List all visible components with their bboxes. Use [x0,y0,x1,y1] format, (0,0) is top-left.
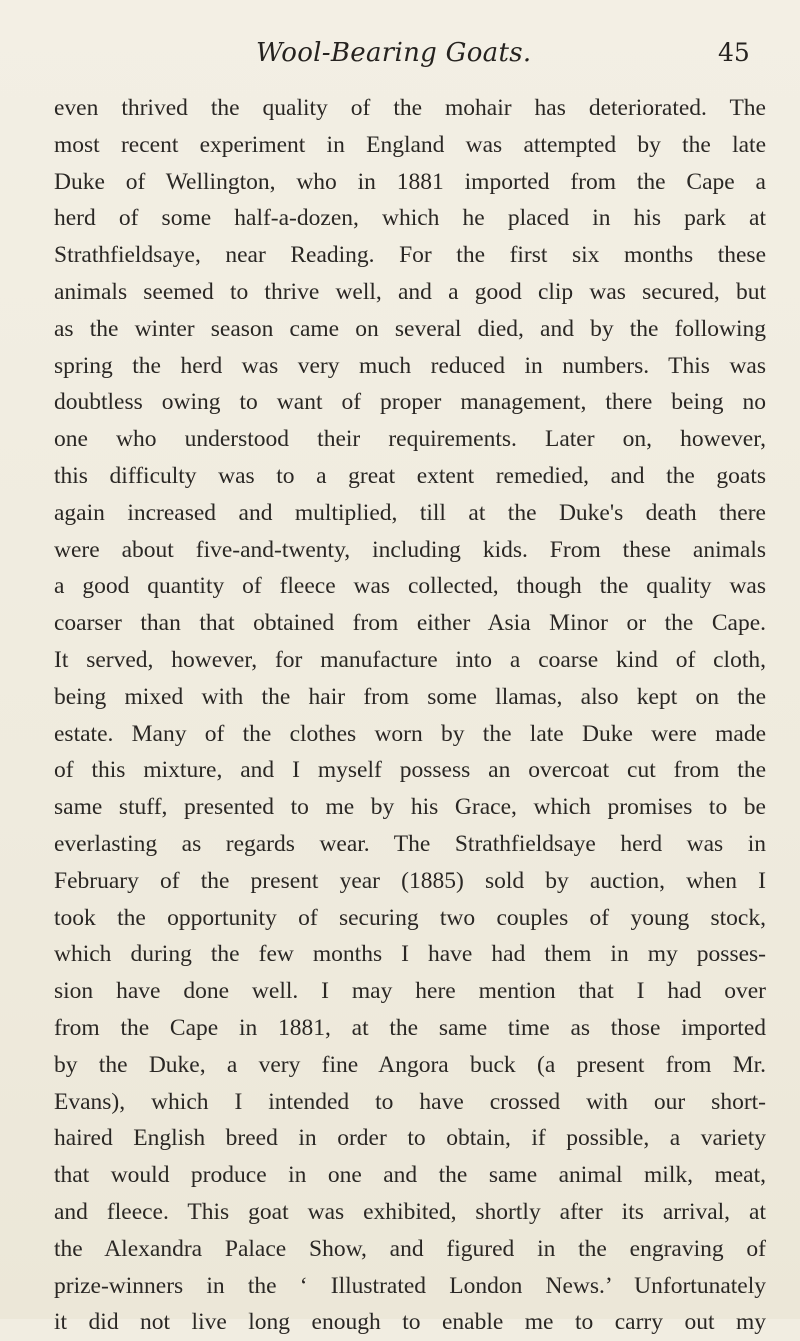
text-line: coarser than that obtained from either Asia Minor or the Cape. [54,610,766,637]
text-line: Evans), which I intended to have crossed with our short- [54,1088,766,1115]
text-line: spring the herd was very much reduced in numbers. This was [54,352,766,379]
text-line: sion have done well. I may here mention that I had over [54,978,766,1005]
running-title: Wool-Bearing Goats. [256,38,532,68]
text-line: were about five-and-twenty, including kids. From these animals [54,536,766,563]
text-line: it did not live long enough to enable me to carry out my [54,1309,766,1336]
text-line: Duke of Wellington, who in 1881 imported from the Cape a [54,168,766,195]
text-line: February of the present year (1885) sold by auction, when I [54,867,766,894]
text-line: prize-winners in the ‘ Illustrated London News.’ Unfortunately [54,1272,766,1299]
page-header [0,38,800,74]
text-line: even thrived the quality of the mohair has deteriorated. The [54,95,766,121]
text-line: estate. Many of the clothes worn by the late Duke were made [54,720,766,747]
text-line: by the Duke, a very fine Angora buck (a present from Mr. [54,1051,766,1078]
text-line: one who understood their requirements. Later on, however, [54,426,766,453]
body-text [54,90,766,1341]
text-line: of this mixture, and I myself possess an overcoat cut from the [54,757,766,784]
text-line: most recent experiment in England was attempted by the late [54,131,766,158]
text-line: doubtless owing to want of proper management, there being no [54,389,766,416]
text-line: the Alexandra Palace Show, and figured in the engraving of [54,1235,766,1262]
text-line: which during the few months I have had them in my posses- [54,941,766,968]
text-line: this difficulty was to a great extent remedied, and the goats [54,462,766,489]
text-line: herd of some half-a-dozen, which he placed in his park at [54,205,766,232]
text-line: animals seemed to thrive well, and a good clip was secured, but [54,278,766,305]
text-line: from the Cape in 1881, at the same time as those imported [54,1014,766,1041]
text-line: as the winter season came on several died, and by the following [54,315,766,342]
text-line: everlasting as regards wear. The Strathfieldsaye herd was in [54,830,766,857]
text-line: Strathfieldsaye, near Reading. For the first six months these [54,242,766,269]
page-number: 45 [718,38,750,67]
text-line: It served, however, for manufacture into a coarse kind of cloth, [54,646,766,673]
text-line: being mixed with the hair from some llamas, also kept on the [54,683,766,710]
text-line: that would produce in one and the same animal milk, meat, [54,1162,766,1189]
text-line: haired English breed in order to obtain, if possible, a variety [54,1125,766,1152]
text-line: again increased and multiplied, till at the Duke's death there [54,499,766,526]
text-line: and fleece. This goat was exhibited, shortly after its arrival, at [54,1198,766,1225]
text-line: same stuff, presented to me by his Grace, which promises to be [54,794,766,821]
text-line: took the opportunity of securing two couples of young stock, [54,904,766,931]
text-line: a good quantity of fleece was collected, though the quality was [54,573,766,600]
